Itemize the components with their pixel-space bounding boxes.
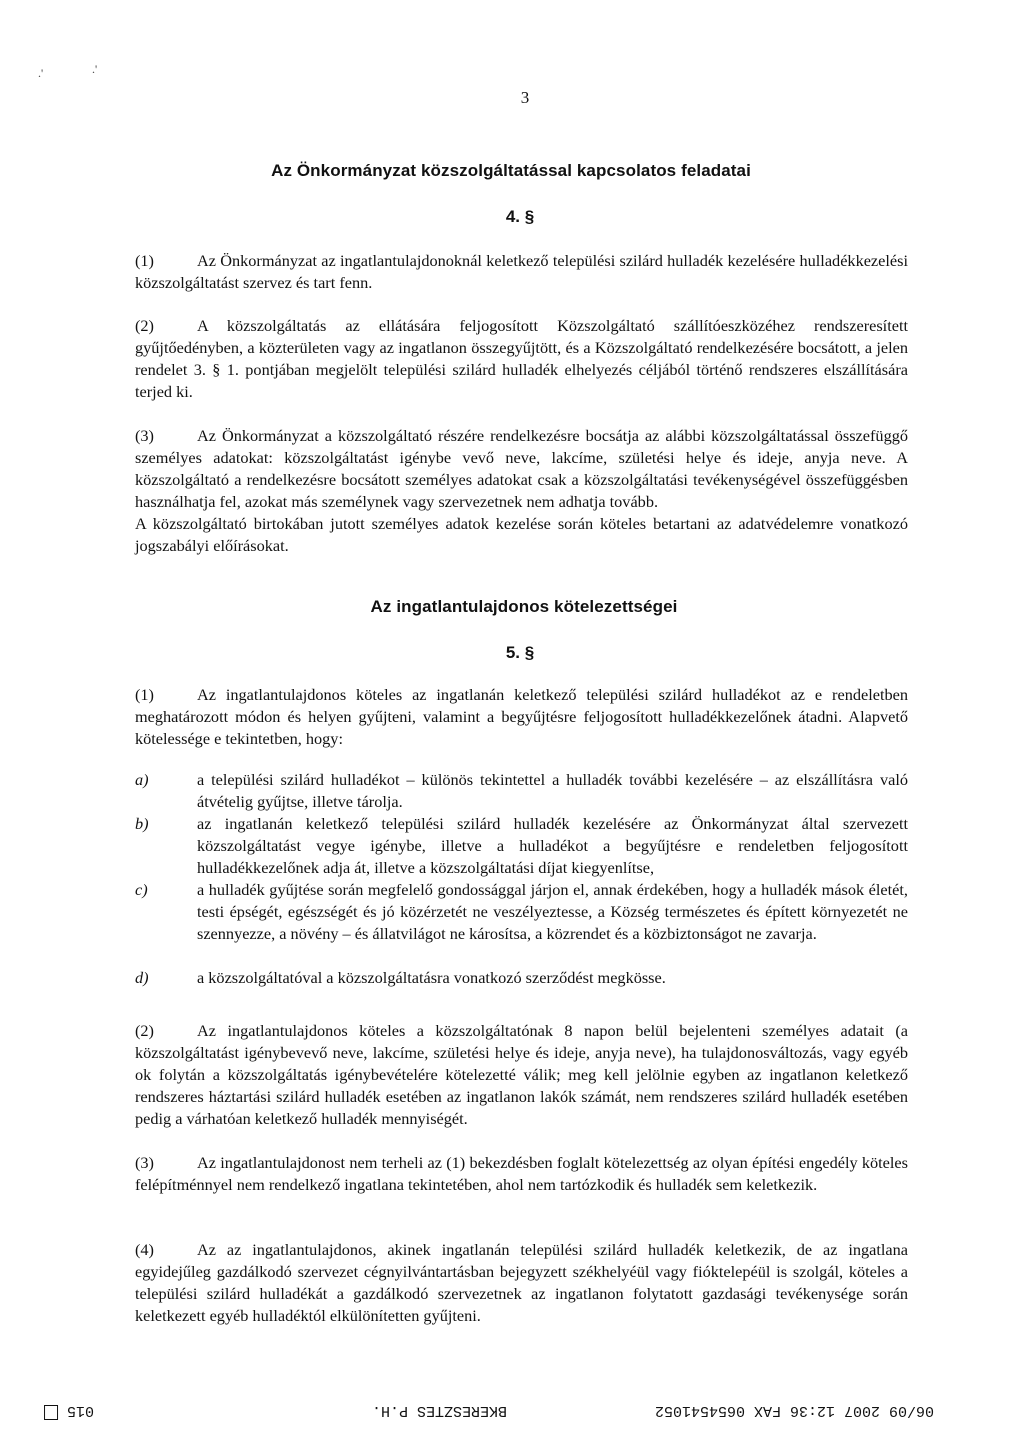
fax-header-page	[44, 1402, 94, 1420]
paragraph-4-3	[135, 425, 908, 557]
paragraph-5-1	[135, 684, 908, 750]
paragraph-number: 4. §	[505, 207, 535, 226]
paragraph-label: (3)	[135, 1153, 154, 1172]
paragraph-label: (4)	[135, 1240, 154, 1259]
section-heading: Az Önkormányzat közszolgáltatással kapcsolatos feladatai	[271, 161, 751, 180]
paragraph-text: Az ingatlantulajdonos köteles az ingatlanán keletkező települési szilárd hulladékot az e rendeletben meghatározott módon és helyen gyűjteni, valamint a begyűjtésre feljogosított hulladékkezelőnek átadni. Alapvető kötelessége e tekintetben, hogy:	[135, 685, 908, 748]
scan-speck: .'	[92, 62, 98, 76]
section-heading: Az ingatlantulajdonos kötelezettségei	[370, 597, 678, 616]
paragraph-label: (1)	[135, 685, 154, 704]
paragraph-5-3	[135, 1152, 908, 1196]
fax-header-sender: BKERESZTES P.H.	[372, 1402, 508, 1419]
list-item-label: a)	[135, 770, 149, 789]
list-item-label: b)	[135, 814, 149, 833]
paragraph-text: A közszolgáltató birtokában jutott személyes adatok kezelése során köteles betartani az adatvédelemre vonatkozó jogszabályi előírásokat.	[135, 514, 908, 555]
list-item-text: a hulladék gyűjtése során megfelelő gondossággal járjon el, annak érdekében, hogy a hulladék mások életét, testi épségét, egészségét és jó közérzetét ne veszélyeztesse, a Község természetes és épített környezetét ne szennyezze, a növény – és állatvilágot ne károsítsa, a közrendet és a közbiztonságot ne zavarja.	[197, 880, 908, 943]
list-item-text: a települési szilárd hulladékot – különös tekintettel a hulladék további kezelésére – az elszállításra való átvételig gyűjtse, illetve tárolja.	[197, 770, 908, 811]
paragraph-number: 5. §	[505, 643, 535, 662]
paragraph-text: Az az ingatlantulajdonos, akinek ingatlanán települési szilárd hulladék keletkezik, de az ingatlana egyidejűleg gazdálkodó szervezet cégnyilvántartásban bejegyzett székhelyéül vagy fióktelepéül is szolgál, köteles a települési szilárd hulladékát a gazdálkodó szervezetnek az ingatlanon folytatott gazdasági tevékenysége során keletkezett egyéb hulladéktól elkülönítetten gyűjteni.	[135, 1240, 908, 1325]
scan-speck: .'	[38, 66, 44, 80]
paragraph-label: (1)	[135, 251, 154, 270]
fax-page-number: 015	[67, 1402, 95, 1419]
paragraph-text: Az ingatlantulajdonos köteles a közszolgáltatónak 8 napon belül bejelenteni személyes adatait (a közszolgáltatást igénybevevő neve, lakcíme, születési helye és ideje, anyja neve), ha tulajdonosváltozás, vagy egyéb ok folytán a közszolgáltatás igénybevételére kötelezetté válik; meg kell jelölnie egyben az ingatlanon keletkező rendszeres háztartási szilárd hulladék esetében az ingatlanon lakók számát, nem rendszeres szilárd hulladék esetében pedig a várhatóan keletkező hulladék mennyiségét.	[135, 1021, 908, 1128]
fax-header-timestamp: 06/09 2007 12:36 FAX 0654541052	[655, 1402, 935, 1419]
paragraph-text: Az Önkormányzat az ingatlantulajdonoknál keletkező települési szilárd hulladék kezelésére hulladékkezelési közszolgáltatást szervez és tart fenn.	[135, 251, 908, 292]
page-number: 3	[520, 88, 530, 107]
list-item-label: d)	[135, 968, 149, 987]
list-item-text: a közszolgáltatóval a közszolgáltatásra vonatkozó szerződést megkösse.	[197, 968, 666, 987]
list-item-label: c)	[135, 880, 148, 899]
paragraph-text: Az Önkormányzat a közszolgáltató részére rendelkezésre bocsátja az alábbi közszolgáltatással összefüggő személyes adatokat: közszolgáltatást igénybe vevő neve, lakcíme, születési helye és ideje, anyja neve. A közszolgáltató a rendelkezésre bocsátott személyes adatokat csak a közszolgáltatási tevékenységével összefüggésben használhatja fel, azokat más személynek vagy szervezetnek nem adhatja tovább.	[135, 426, 908, 511]
paragraph-4-2	[135, 315, 908, 403]
paragraph-label: (2)	[135, 1021, 154, 1040]
paragraph-5-4	[135, 1239, 908, 1327]
paragraph-text: A közszolgáltatás az ellátására feljogosított Közszolgáltató szállítóeszközéhez rendszeresített gyűjtőedényben, a közterületen vagy az ingatlanon összegyűjtött, és a Közszolgáltató rendelkezésére bocsátott, a jelen rendelet 3. § 1. pontjában megjelölt települési szilárd hulladék elhelyezés céljából történő rendszeres elszállítására terjed ki.	[135, 316, 908, 401]
paragraph-5-2	[135, 1020, 908, 1130]
fax-page-icon	[44, 1405, 58, 1420]
paragraph-label: (3)	[135, 426, 154, 445]
paragraph-text: Az ingatlantulajdonost nem terheli az (1) bekezdésben foglalt kötelezettség az olyan építési engedély köteles felépítménnyel nem rendelkező ingatlana tekintetében, ahol nem tartózkodik és hulladék sem keletkezik.	[135, 1153, 908, 1194]
list-item-text: az ingatlanán keletkező települési szilárd hulladék kezelésére az Önkormányzat által szervezett közszolgáltatást vegye igénybe, illetve a hulladékot a begyűjtésre e rendeletben feljogosított hulladékkezelőnek adja át, illetve a közszolgáltatási díjat kiegyenlítse,	[197, 814, 908, 877]
paragraph-4-1	[135, 250, 908, 294]
paragraph-label: (2)	[135, 316, 154, 335]
